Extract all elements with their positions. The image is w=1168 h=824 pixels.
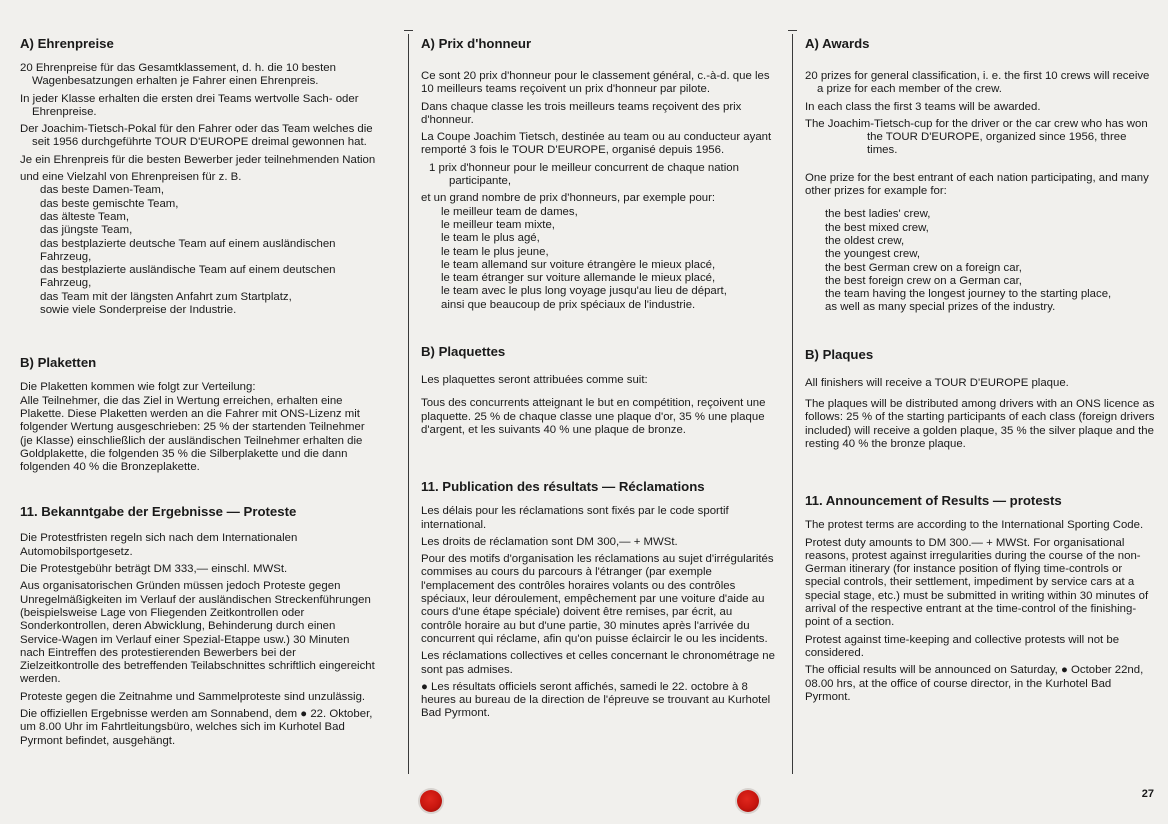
list-item: das beste gemischte Team, xyxy=(40,197,179,210)
de-plaques-p2: Alle Teilnehmer, die das Ziel in Wertung erreichen, erhalten eine Plakette. Diese Plaketten werden an die Fahrer mit ONS-Lizenz mit folgender Wertung ausgeschrieben: 25 % der startenden Teilnehmer (je Klasse) einschließlich der ausländischen Teilnehmer erhalten die Goldplakette, die folgenden 35 % die Silberplakette und die dann folgenden 40 % die Bronzeplakette. xyxy=(20,394,365,474)
list-item: sowie viele Sonderpreise der Industrie. xyxy=(40,304,237,317)
fr-results-p4: Les réclamations collectives et celles concernant le chronométrage ne sont pas admises. xyxy=(421,650,775,676)
fr-plaques-p2: Tous des concurrents atteignant le but en compétition, reçoivent une plaquette. 25 % de chaque classe une plaque d'or, 35 % une plaque d'argent, et les suivants 40 % une plaque de bronze. xyxy=(421,397,766,436)
page-number: 27 xyxy=(1141,788,1154,800)
german-column xyxy=(20,36,376,748)
list-item: the best German crew on a foreign car, xyxy=(825,261,1022,274)
fr-results-p2: Les droits de réclamation sont DM 300,— + MWSt. xyxy=(421,535,678,548)
list-item: das Team mit der längsten Anfahrt zum Startplatz, xyxy=(40,290,292,303)
de-plaques-heading: B) Plaketten xyxy=(20,355,97,371)
de-results-p4: Proteste gegen die Zeitnahme und Sammelproteste sind unzulässig. xyxy=(20,690,366,703)
list-item: the youngest crew, xyxy=(825,248,920,261)
column-divider-right xyxy=(792,34,793,774)
english-column xyxy=(805,36,1157,704)
fr-awards-p5: et un grand nombre de prix d'honneurs, par exemple pour: xyxy=(421,192,716,205)
list-item: le team étranger sur voiture allemande le mieux placé, xyxy=(441,272,716,285)
en-results-heading: 11. Announcement of Results — protests xyxy=(805,493,1062,509)
list-item: le team le plus agé, xyxy=(441,232,540,245)
list-item: the team having the longest journey to the starting place, xyxy=(825,288,1112,301)
en-awards-p4: One prize for the best entrant of each nation participating, and many other prizes for example for: xyxy=(805,171,1149,198)
fr-results-p3: Pour des motifs d'organisation les réclamations au sujet d'irrégularités commises au cours du parcours à l'étranger (par exemple l'emplacement des contrôles horaires volants ou des contrôles spéciaux, leur déroulement, empêchement par une voiture d'aide au cours d'une étape spéciale) doivent être remises, par écrit, au contrôle horaire au but d'une partie, 30 minutes après l'arrivée du concurrent qui réclame, afin qu'on puisse éclaircir le ou les incidents. xyxy=(421,553,774,645)
de-results-heading: 11. Bekanntgabe der Ergebnisse — Proteste xyxy=(20,504,297,520)
de-awards-p2: In jeder Klasse erhalten die ersten drei Teams wertvolle Sach- oder Ehrenpreise. xyxy=(20,92,359,118)
fr-results-heading: 11. Publication des résultats — Réclamations xyxy=(421,479,705,495)
fr-awards-p4: 1 prix d'honneur pour le meilleur concurrent de chaque nation participante, xyxy=(429,161,739,188)
list-item: le team allemand sur voiture étrangère le mieux placé, xyxy=(441,258,716,271)
de-plaques-p1: Die Plaketten kommen wie folgt zur Verteilung: xyxy=(20,381,256,394)
list-item: das jüngste Team, xyxy=(40,224,133,237)
list-item: le team avec le plus long voyage jusqu'au lieu de départ, xyxy=(441,285,727,298)
en-awards-list xyxy=(805,208,1157,314)
fr-results-p5: ● Les résultats officiels seront affichés, samedi le 22. octobre à 8 heures au bureau de la direction de l'épreuve se trouvant au Kurhotel Bad Pyrmont. xyxy=(421,680,771,720)
fr-plaques-heading: B) Plaquettes xyxy=(421,344,506,360)
de-results-p1: Die Protestfristen regeln sich nach dem Internationalen Automobilsportgesetz. xyxy=(20,532,298,558)
de-results-p2: Die Protestgebühr beträgt DM 333,— einschl. MWSt. xyxy=(20,563,288,576)
fr-awards-p2: Dans chaque classe les trois meilleurs teams reçoivent des prix d'honneur. xyxy=(421,100,742,126)
de-awards-p4: Je ein Ehrenpreis für die besten Bewerber jeder teilnehmenden Nation xyxy=(20,153,376,166)
fr-awards-p3: La Coupe Joachim Tietsch, destinée au team ou au conducteur ayant remporté 3 fois le TOUR D'EUROPE, organisé depuis 1956. xyxy=(421,131,772,157)
list-item: ainsi que beaucoup de prix spéciaux de l'industrie. xyxy=(441,298,696,311)
en-awards-p2: In each class the first 3 teams will be awarded. xyxy=(805,100,1041,113)
de-results-p5: Die offiziellen Ergebnisse werden am Sonnabend, dem ● 22. Oktober, um 8.00 Uhr im Fahrtleitungsbüro, welches sich im Kurhotel Bad Pyrmont befindet, ausgehängt. xyxy=(20,707,373,747)
en-plaques-heading: B) Plaques xyxy=(805,346,874,362)
en-results-p2: Protest duty amounts to DM 300.— + MWSt. For organisational reasons, protest against irregularities during the course of the non-German itinerary (for instance position of flying time-controls or special controls, their settlement, impediment by service cars at a special stage, etc.) must be submitted in writing within 30 minutes of arrival of the respective entrant at the time-control of the finishing-point of a section. xyxy=(805,536,1149,629)
list-item: das älteste Team, xyxy=(40,210,130,223)
column-divider-left xyxy=(408,34,409,774)
list-item: das bestplazierte ausländische Team auf einem deutschen Fahrzeug, xyxy=(40,264,336,290)
list-item: das bestplazierte deutsche Team auf einem ausländischen Fahrzeug, xyxy=(40,237,336,263)
binder-hole-right xyxy=(737,790,759,812)
list-item: le meilleur team de dames, xyxy=(441,205,578,218)
fr-results-p1: Les délais pour les réclamations sont fixés par le code sportif international. xyxy=(421,505,729,531)
fr-plaques-p1: Les plaquettes seront attribuées comme suit: xyxy=(421,374,648,387)
list-item: le meilleur team mixte, xyxy=(441,218,555,231)
list-item: le team le plus jeune, xyxy=(441,245,549,258)
list-item: the best mixed crew, xyxy=(825,221,929,234)
en-plaques-p2: The plaques will be distributed among drivers with an ONS licence as follows: 25 % of the starting participants of each class (foreign drivers included) will receive a golden plaque, 35 % the silver plaque and the resting 40 % the bronze plaque. xyxy=(805,398,1155,450)
de-awards-p5: und eine Vielzahl von Ehrenpreisen für z. B. xyxy=(20,171,242,184)
en-results-p1: The protest terms are according to the International Sporting Code. xyxy=(805,519,1144,532)
de-results-p3: Aus organisatorischen Gründen müssen jedoch Proteste gegen Unregelmäßigkeiten im Verlauf der ausländischen Streckenführungen (beispielsweise Lage von Fliegenden Zeitkontrollen oder Sonderkontrollen, deren Abwicklung, Behinderung durch einen Service-Wagen im Verlauf einer Spezial-Etappe usw.) 30 Minuten nach Eintreffen des protestierenden Bewerbers bei der Zielzeitkontrolle des betreffenden Teilabschnittes schriftlich eingereicht werden. xyxy=(20,580,375,686)
en-results-p3: Protest against time-keeping and collective protests will not be considered. xyxy=(805,633,1120,659)
binder-hole-left xyxy=(420,790,442,812)
list-item: the oldest crew, xyxy=(825,234,905,247)
list-item: the best ladies' crew, xyxy=(825,208,931,221)
french-column xyxy=(421,36,775,721)
en-plaques-p1: All finishers will receive a TOUR D'EUROPE plaque. xyxy=(805,376,1069,389)
fr-awards-heading: A) Prix d'honneur xyxy=(421,36,532,51)
list-item: das beste Damen-Team, xyxy=(40,184,165,197)
list-item: the best foreign crew on a German car, xyxy=(825,274,1022,287)
fr-awards-list xyxy=(421,206,775,312)
de-awards-heading: A) Ehrenpreise xyxy=(20,36,114,51)
en-awards-heading: A) Awards xyxy=(805,36,870,51)
de-awards-p3: Der Joachim-Tietsch-Pokal für den Fahrer oder das Team welches die seit 1956 durchgeführte TOUR D'EUROPE dreimal gewonnen hat. xyxy=(20,123,373,149)
de-awards-list xyxy=(20,184,376,317)
list-item: as well as many special prizes of the industry. xyxy=(825,301,1056,314)
de-awards-p1: 20 Ehrenpreise für das Gesamtklassement, d. h. die 10 besten Wagenbesatzungen erhalten je Fahrer einen Ehrenpreis. xyxy=(20,62,336,88)
fr-awards-p1: Ce sont 20 prix d'honneur pour le classement général, c.-à-d. que les 10 meilleurs teams reçoivent un prix d'honneur par pilote. xyxy=(421,70,770,96)
en-results-p4: The official results will be announced on Saturday, ● October 22nd, 08.00 hrs, at the office of course director, in the Kurhotel Bad Pyrmont. xyxy=(805,664,1144,703)
en-awards-p3: The Joachim-Tietsch-cup for the driver or the car crew who has won the TOUR D'EUROPE, organized since 1956, three times. xyxy=(805,117,1148,157)
en-awards-p1: 20 prizes for general classification, i. e. the first 10 crews will receive a prize for each member of the crew. xyxy=(805,70,1150,96)
